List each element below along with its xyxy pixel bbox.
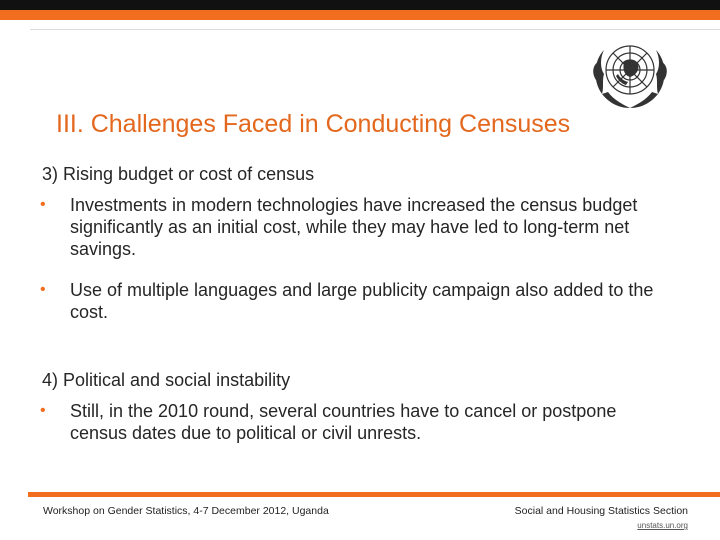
top-black-bar — [0, 0, 720, 10]
footer-link[interactable]: unstats.un.org — [637, 521, 688, 530]
footer-event: Workshop on Gender Statistics, 4-7 December 2012, Uganda — [43, 505, 329, 517]
bullet-text: Still, in the 2010 round, several countries have to cancel or postpone census dates due to political or civil unrests. — [70, 401, 617, 443]
bullet-icon: • — [40, 281, 46, 298]
section-heading: 4) Political and social instability — [42, 370, 291, 390]
bullet-text: Investments in modern technologies have increased the census budget significantly as an initial cost, while they may have led to long-term net savings. — [70, 195, 638, 259]
footer-section: Social and Housing Statistics Section — [514, 505, 688, 517]
bullet-icon: • — [40, 196, 46, 213]
un-emblem-icon — [580, 32, 680, 118]
top-divider — [30, 29, 720, 30]
bullet-text: Use of multiple languages and large publicity campaign also added to the cost. — [70, 280, 654, 322]
bullet-icon: • — [40, 402, 46, 419]
footer-divider — [28, 492, 720, 497]
top-orange-bar — [0, 10, 720, 20]
section-heading: 3) Rising budget or cost of census — [42, 164, 315, 184]
slide-title: III. Challenges Faced in Conducting Censuses — [56, 110, 571, 138]
